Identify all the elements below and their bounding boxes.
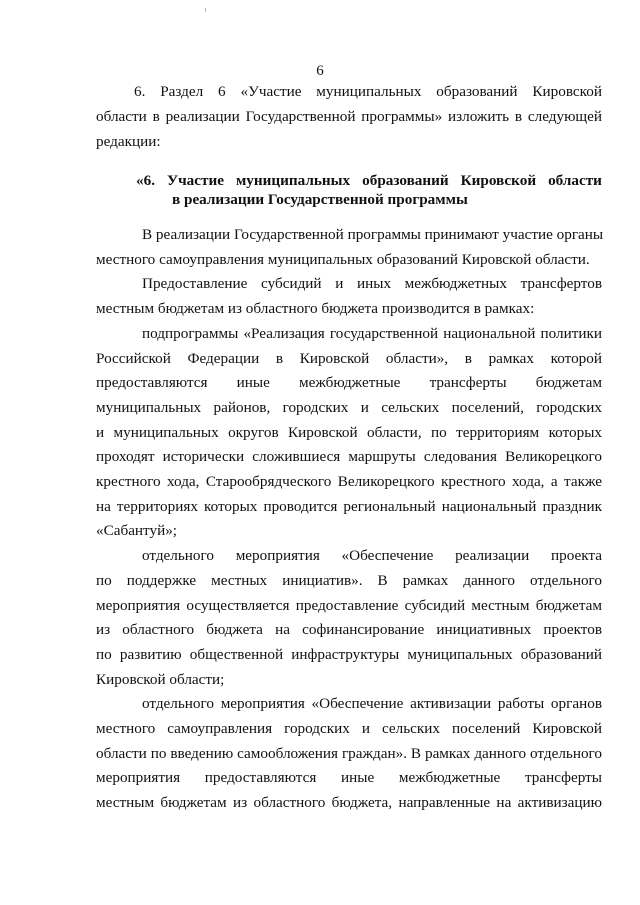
- section-heading-word: муниципальных: [235, 172, 351, 189]
- section-heading-word: Кировской: [460, 172, 537, 189]
- body-line: и муниципальных округов Кировской области, по территориям которых: [96, 423, 602, 441]
- body-line: проходят исторически сложившиеся маршруты следования Великорецкого: [96, 448, 602, 466]
- body-line: местного самоуправления муниципальных образований Кировской области.: [96, 250, 590, 268]
- body-line: отдельного мероприятия «Обеспечение реализации проекта: [142, 547, 602, 565]
- body-line: Российской Федерации в Кировской области», в рамках которой: [96, 349, 602, 367]
- section-heading-number: «6.: [136, 172, 155, 189]
- body-line: «Сабантуй»;: [96, 522, 178, 540]
- page-number: 6: [316, 63, 324, 79]
- body-line: муниципальных районов, городских и сельских поселений, городских: [96, 398, 602, 416]
- body-line: Кировской области;: [96, 670, 225, 688]
- body-line: на территориях которых проводится региональный национальный праздник: [96, 497, 602, 515]
- body-line: крестного хода, Старообрядческого Великорецкого крестного хода, а также: [96, 473, 602, 491]
- body-line: местным бюджетам из областного бюджета производится в рамках:: [96, 300, 535, 318]
- body-line: области по введению самообложения граждан». В рамках данного отдельного: [96, 744, 602, 762]
- section-heading-word: области: [548, 172, 602, 189]
- body-line: по развитию общественной инфраструктуры муниципальных образований: [96, 645, 602, 663]
- body-line: Предоставление субсидий и иных межбюджетных трансфертов: [142, 275, 602, 293]
- body-line: подпрограммы «Реализация государственной национальной политики: [142, 324, 602, 342]
- section-heading: [136, 171, 602, 209]
- body-line: местного самоуправления городских и сельских поселений Кировской: [96, 720, 602, 738]
- body-line: В реализации Государственной программы принимают участие органы: [142, 226, 604, 243]
- intro-paragraph: [96, 79, 602, 154]
- body-line: мероприятия предоставляются иные межбюджетные трансферты: [96, 769, 602, 787]
- body-line: предоставляются иные межбюджетные трансферты бюджетам: [96, 374, 602, 392]
- intro-line: области в реализации Государственной программы» изложить в следующей: [96, 108, 602, 125]
- body-line: из областного бюджета на софинансирование инициативных проектов: [96, 621, 602, 639]
- section-heading-word: Участие: [166, 172, 224, 189]
- section-heading-line: в реализации Государственной программы: [172, 191, 468, 208]
- body-text: [96, 223, 602, 816]
- intro-line: 6. Раздел 6 «Участие муниципальных образований Кировской: [134, 83, 602, 100]
- body-line: мероприятия осуществляется предоставление субсидий местным бюджетам: [96, 596, 602, 614]
- body-line: по поддержке местных инициатив». В рамках данного отдельного: [96, 571, 602, 589]
- body-line: местным бюджетам из областного бюджета, направленные на активизацию: [96, 794, 602, 812]
- section-heading-word: образований: [362, 172, 449, 189]
- section-heading-line: [136, 171, 602, 190]
- body-line: отдельного мероприятия «Обеспечение активизации работы органов: [142, 695, 602, 713]
- scan-mark: [205, 8, 206, 12]
- intro-line: редакции:: [96, 133, 161, 150]
